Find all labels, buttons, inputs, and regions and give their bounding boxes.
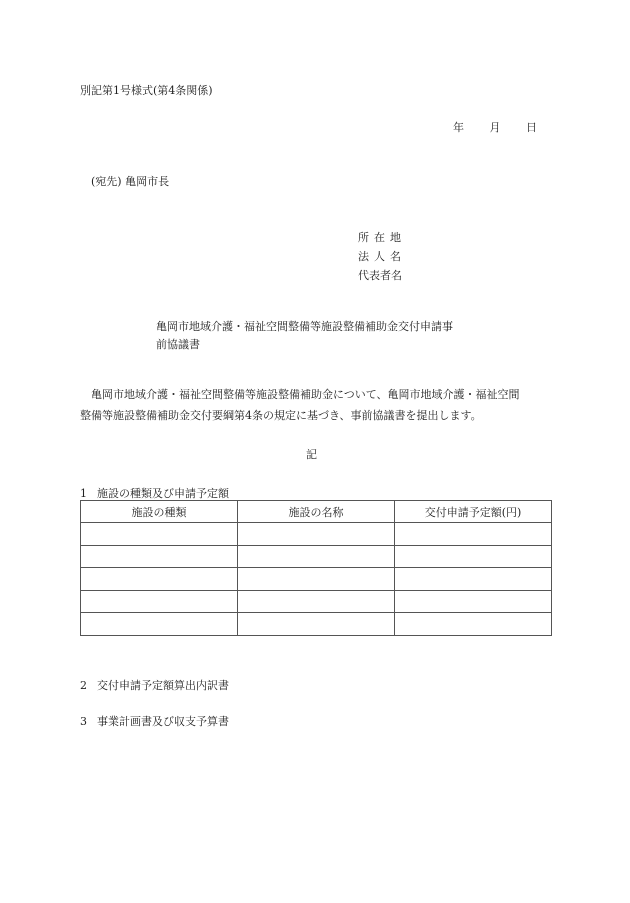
addressee: (宛先) 亀岡市長 (91, 175, 170, 188)
section-number: 3 (80, 715, 87, 728)
section-1-heading (80, 488, 229, 499)
table-cell[interactable] (395, 545, 552, 568)
body-text (80, 389, 560, 431)
table-cell[interactable] (81, 545, 238, 568)
section-3-heading (80, 716, 229, 727)
location-label: 所在地 (358, 231, 406, 244)
section-number: 1 (80, 487, 87, 500)
table-cell[interactable] (238, 523, 395, 546)
section-label: 施設の種類及び申請予定額 (97, 487, 229, 500)
table-cell[interactable] (238, 590, 395, 613)
document-title (156, 321, 453, 357)
table-cell[interactable] (81, 523, 238, 546)
section-label: 交付申請予定額算出内訳書 (97, 679, 229, 692)
section-label: 事業計画書及び収支予算書 (97, 715, 229, 728)
date-year-label: 年 (453, 121, 464, 134)
date-line (453, 122, 537, 133)
body-line-2: 整備等施設整備補助金交付要綱第4条の規定に基づき、事前協議書を提出します。 (80, 409, 482, 422)
section-number: 2 (80, 679, 87, 692)
date-day-label: 日 (526, 121, 537, 134)
table-cell[interactable] (81, 613, 238, 636)
table-cell[interactable] (395, 523, 552, 546)
table-cell[interactable] (81, 590, 238, 613)
ki-heading: 記 (306, 448, 317, 461)
column-header-facility-name: 施設の名称 (238, 501, 395, 523)
body-line-1: 亀岡市地域介護・福祉空間整備等施設整備補助金について、亀岡市地域介護・福祉空間 (91, 388, 520, 401)
date-month-label: 月 (489, 121, 501, 134)
section-2-heading (80, 680, 229, 691)
table-cell[interactable] (238, 613, 395, 636)
table-cell[interactable] (395, 613, 552, 636)
title-line-1: 亀岡市地域介護・福祉空間整備等施設整備補助金交付申請事 (156, 320, 453, 333)
table-row (81, 545, 552, 568)
representative-label: 代表者名 (358, 269, 402, 282)
table-row (81, 613, 552, 636)
table-row (81, 568, 552, 591)
applicant-block (358, 232, 406, 289)
column-header-facility-type: 施設の種類 (81, 501, 238, 523)
corporation-name-label: 法人名 (358, 250, 406, 263)
table-row (81, 523, 552, 546)
table-cell[interactable] (81, 568, 238, 591)
table-cell[interactable] (395, 568, 552, 591)
facility-table (80, 500, 552, 636)
table-cell[interactable] (238, 568, 395, 591)
table-cell[interactable] (238, 545, 395, 568)
title-line-2: 前協議書 (156, 338, 200, 351)
table-cell[interactable] (395, 590, 552, 613)
column-header-planned-amount: 交付申請予定額(円) (395, 501, 552, 523)
table-row (81, 590, 552, 613)
table-header-row (81, 501, 552, 523)
form-label: 別記第1号様式(第4条関係) (80, 84, 213, 97)
